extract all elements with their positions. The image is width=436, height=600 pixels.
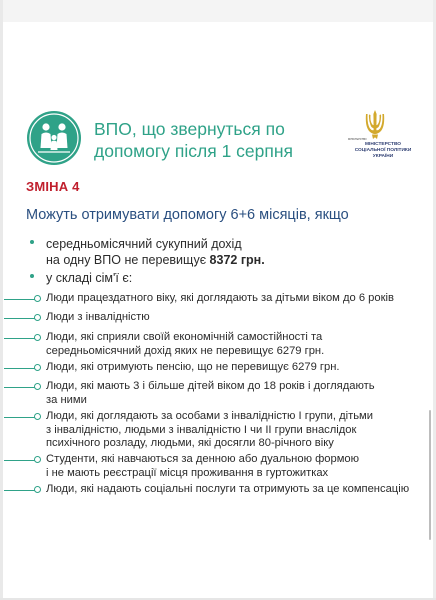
bullet-dot <box>30 240 34 244</box>
list-item-text: Люди, які отримують пенсію, що не перевищує 6279 грн. <box>46 361 340 373</box>
bullet-income-line2 <box>46 252 426 268</box>
item-marker-icon <box>34 456 41 463</box>
item-connector-line <box>4 338 35 339</box>
item-marker-icon <box>34 383 41 390</box>
bullet-dot <box>30 274 34 278</box>
section-subtitle: Можуть отримувати допомогу 6+6 місяців, якщо <box>26 207 349 223</box>
bullet-family-text: у складі сім'ї є: <box>46 271 133 285</box>
list-item-text: Люди, які надають соціальні послуги та отримують за це компенсацію <box>46 483 410 495</box>
item-marker-icon <box>34 413 41 420</box>
item-marker-icon <box>34 334 41 341</box>
item-connector-line <box>4 368 35 369</box>
list-item-text: Студенти, які навчаються за денною або дуальною формою і не мають реєстрації місця проживання в гуртожитках <box>46 453 360 479</box>
page-left-edge <box>0 0 3 600</box>
window-top-edge <box>0 0 436 22</box>
change-label: ЗМІНА 4 <box>26 179 80 194</box>
item-connector-line <box>4 417 35 418</box>
list-item-text: Люди, які доглядають за особами з інвалідністю І групи, дітьми з інвалідністю, людьми з інвалідністю І чи ІІ групи внаслідок психічного розладу, людьми, які досягли 80-річного віку <box>46 410 373 450</box>
ministry-logo <box>348 108 420 180</box>
scrollbar-thumb[interactable] <box>429 410 431 540</box>
item-connector-line <box>4 318 35 319</box>
item-connector-line <box>4 460 35 461</box>
family-icon <box>26 110 82 166</box>
bullet-income-line1: середньомісячний сукупний дохід <box>46 237 242 251</box>
trident-emblem-icon <box>362 108 388 142</box>
item-connector-line <box>4 387 35 388</box>
list-item-text: Люди з інвалідністю <box>46 311 150 323</box>
ministry-small-label: МІНІСТЕРСТВО <box>348 138 367 141</box>
bullet-income-text: на одну ВПО не перевищує <box>46 253 210 267</box>
item-marker-icon <box>34 295 41 302</box>
item-connector-line <box>4 299 35 300</box>
item-connector-line <box>4 490 35 491</box>
item-marker-icon <box>34 364 41 371</box>
list-item-text: Люди працездатного віку, які доглядають за дітьми віком до 6 років <box>46 292 394 304</box>
list-item-text: Люди, які сприяли своїй економічній самостійності та середньомісячний дохід яких не перевищує 6279 грн. <box>46 331 325 357</box>
item-marker-icon <box>34 486 41 493</box>
page-title: ВПО, що звернуться по допомогу після 1 серпня <box>94 119 294 161</box>
income-threshold-value: 8372 грн. <box>209 253 265 267</box>
item-marker-icon <box>34 314 41 321</box>
list-item-text: Люди, які мають 3 і більше дітей віком до 18 років і доглядають за ними <box>46 380 375 406</box>
ministry-name: МІНІСТЕРСТВО СОЦІАЛЬНОЇ ПОЛІТИКИ УКРАЇНИ <box>354 142 412 159</box>
